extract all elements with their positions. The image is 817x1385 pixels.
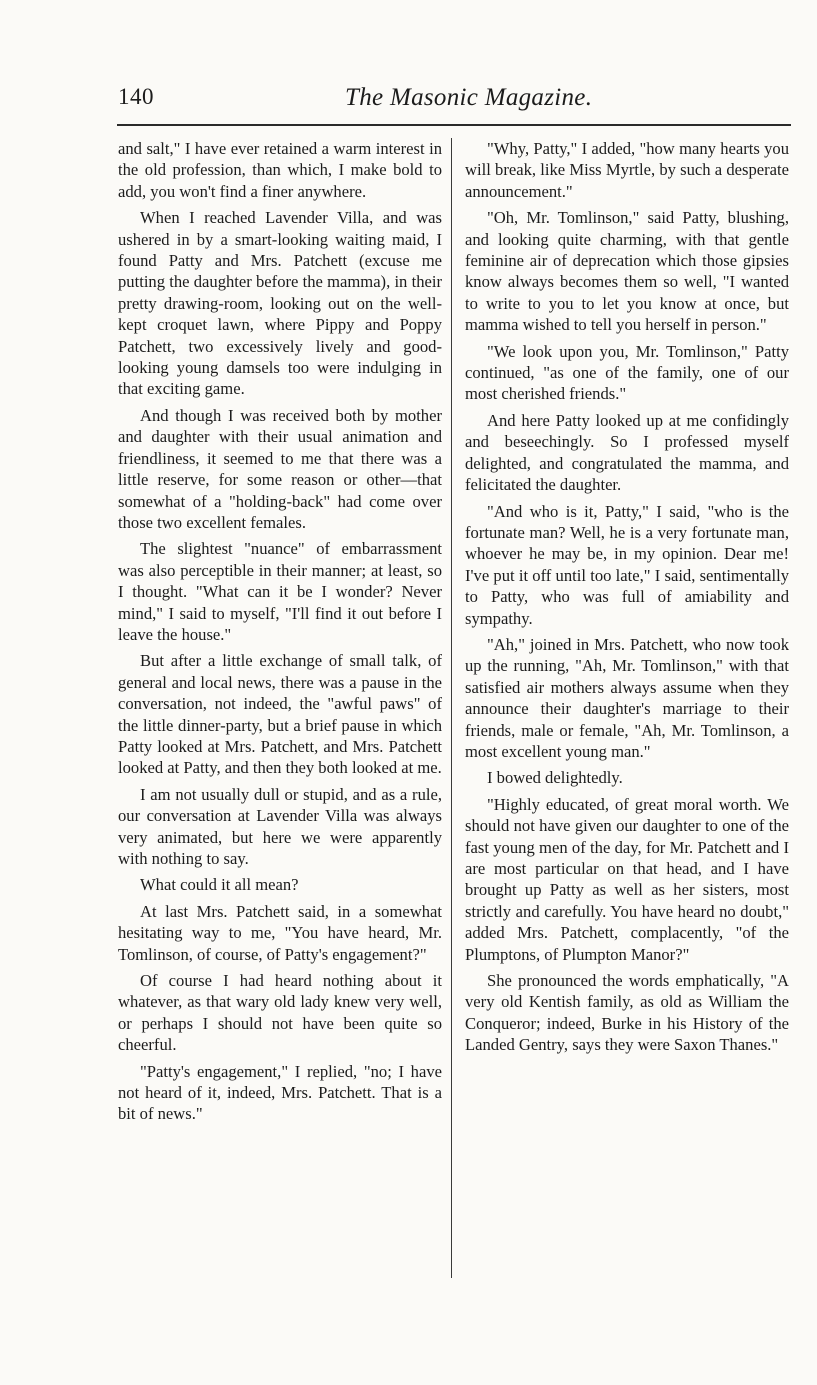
paragraph: "Oh, Mr. Tomlinson," said Patty, blushing, and looking quite charming, with that gentle feminine air of deprecation which those gipsies know always becomes them so well, "I wanted to write to you to let you know at once, but mamma wished to tell you herself in person." (465, 208, 789, 335)
paragraph: I am not usually dull or stupid, and as a rule, our conversation at Lavender Villa was always very animated, but here we were apparently with nothing to say. (118, 784, 442, 868)
paragraph: "Highly educated, of great moral worth. We should not have given our daughter to one of the fast young men of the day, for Mr. Patchett and I are most particular on that head, and I have brought up Patty as well as her sisters, most strictly and carefully. You have heard no doubt," added Mrs. Patchett, complacently, "of the Plumptons, of Plumpton Manor?" (465, 794, 789, 964)
column-divider (451, 138, 452, 1278)
running-title: The Masonic Magazine. (345, 84, 593, 111)
paragraph: At last Mrs. Patchett said, in a somewhat hesitating way to me, "You have heard, Mr. Tomlinson, of course, of Patty's engagement?" (118, 901, 442, 964)
paragraph: "We look upon you, Mr. Tomlinson," Patty continued, "as one of the family, one of our most cherished friends." (465, 341, 789, 404)
header-rule (117, 124, 791, 126)
paragraph: And here Patty looked up at me confidingly and beseechingly. So I professed myself delighted, and congratulated the mamma, and felicitated the daughter. (465, 410, 789, 495)
paragraph: She pronounced the words emphatically, "A very old Kentish family, as old as William the Conqueror; indeed, Burke in his History of the Landed Gentry, says they were Saxon Thanes." (465, 971, 789, 1055)
left-column (118, 138, 442, 1348)
paragraph: What could it all mean? (140, 875, 299, 895)
paragraph: I bowed delightedly. (487, 768, 623, 788)
paragraph: But after a little exchange of small talk, of general and local news, there was a pause in the conversation, not indeed, the "awful paws" of the little dinner-party, but a brief pause in which Patty looked at Mrs. Patchett, and Mrs. Patchett looked at Patty, and then they both looked at me. (118, 651, 442, 778)
paragraph: "And who is it, Patty," I said, "who is the fortunate man? Well, he is a very fortunate man, whoever he may be, in my opinion. Dear me! I've put it off until too late," I said, sentimentally to Patty, who was full of amiability and sympathy. (465, 501, 789, 628)
paragraph: "Why, Patty," I added, "how many hearts you will break, like Miss Myrtle, by such a desperate announcement." (465, 139, 789, 201)
paragraph: Of course I had heard nothing about it whatever, as that wary old lady knew very well, or perhaps I should not have been quite so cheerful. (118, 971, 442, 1055)
page-header (0, 0, 817, 130)
paragraph: When I reached Lavender Villa, and was ushered in by a smart-looking waiting maid, I found Patty and Mrs. Patchett (excuse me putting the daughter before the mamma), in their pretty drawing-room, looking out on the well-kept croquet lawn, where Pippy and Poppy Patchett, two excessively lively and good-looking young damsels too were indulging in that exciting game. (118, 208, 442, 399)
paragraph: The slightest "nuance" of embarrassment was also perceptible in their manner; at least, so I thought. "What can it be I wonder? Never mind," I said to myself, "I'll find it out before I leave the house." (118, 539, 442, 644)
paragraph: "Patty's engagement," I replied, "no; I have not heard of it, indeed, Mrs. Patchett. That is a bit of news." (118, 1061, 442, 1124)
paragraph: And though I was received both by mother and daughter with their usual animation and friendliness, it seemed to me that there was a little reserve, for some reason or other—that somewhat of a "holding-back" had come over those two excellent females. (118, 405, 442, 532)
paragraph: and salt," I have ever retained a warm interest in the old profession, than which, I make bold to add, you won't find a finer anywhere. (118, 139, 442, 201)
right-column (465, 138, 789, 1348)
paragraph: "Ah," joined in Mrs. Patchett, who now took up the running, "Ah, Mr. Tomlinson," with that satisfied air mothers always assume when they announce their daughter's marriage to their friends, male or female, "Ah, Mr. Tomlinson, a most excellent young man." (465, 634, 789, 761)
page-number: 140 (118, 84, 154, 109)
